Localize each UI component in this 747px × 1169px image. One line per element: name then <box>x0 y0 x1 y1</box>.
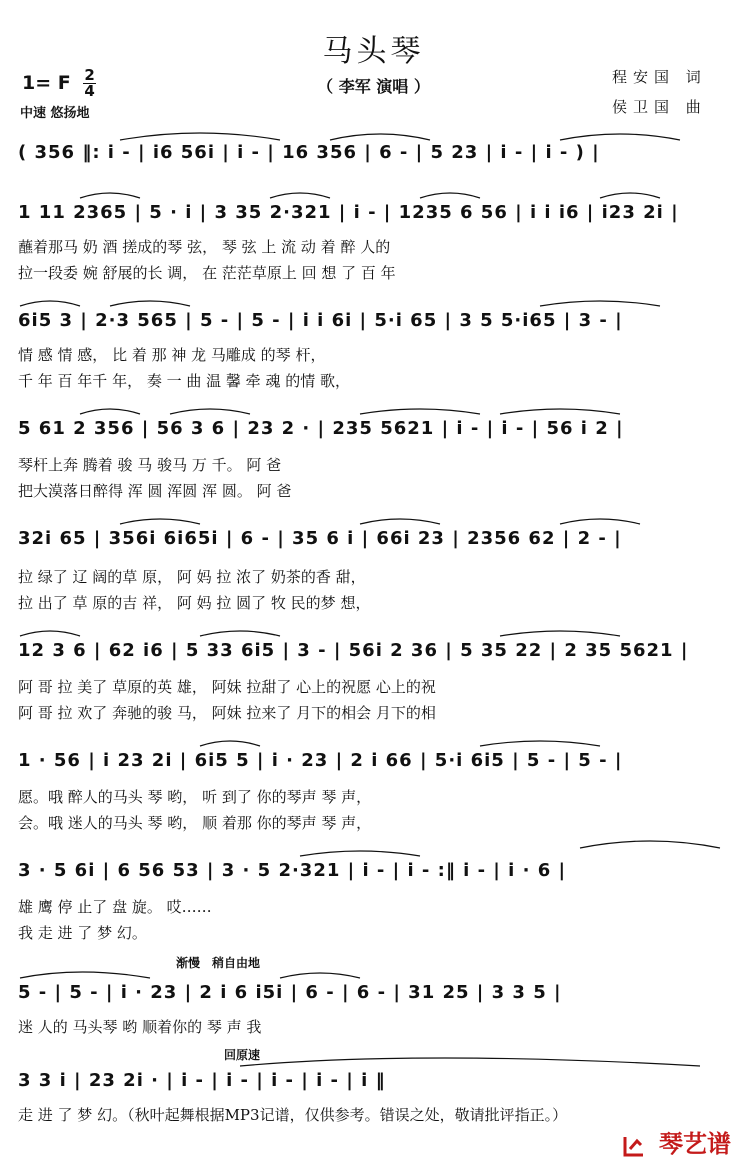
slur-arc <box>560 519 640 524</box>
slur-arc <box>270 193 330 198</box>
slur-arc <box>110 301 190 306</box>
composer-credit: 侯卫国 曲 <box>612 98 707 116</box>
lyric-line-10: 走 进 了 梦 幻。（秋叶起舞根据MP3记谱，仅供参考。错误之处，敬请批评指正。） <box>18 1106 568 1124</box>
notation-line-3: 6i5 3 | 2·3 565 | 5 - | 5 - | i i 6i | 5·i 65 | 3 5 5·i65 | 3 - | <box>18 310 623 331</box>
lyric-line-3a: 情 感 情 感， 比 着 那 神 龙 马雕成 的琴 杆， <box>18 346 326 364</box>
lyric-line-7b: 会。哦 迷人的马头 琴 哟， 顺 着那 你的琴声 琴 声， <box>18 814 372 832</box>
lyric-line-2a: 蘸着那马 奶 酒 搓成的琴 弦， 琴 弦 上 流 动 着 醉 人的 <box>18 238 391 256</box>
slur-arc <box>240 1058 700 1066</box>
lyric-line-5a: 拉 绿了 辽 阔的草 原， 阿 妈 拉 浓了 奶茶的香 甜， <box>18 568 366 586</box>
slur-arc <box>20 301 80 306</box>
slur-arc <box>500 631 620 636</box>
lyric-line-8a: 雄 鹰 停 止了 盘 旋。 哎…… <box>18 898 212 916</box>
lyric-line-6b: 阿 哥 拉 欢了 奔驰的骏 马， 阿妹 拉来了 月下的相会 月下的相 <box>18 704 436 722</box>
notation-line-2: 1 11 2365 | 5 · i | 3 35 2·321 | i - | 1235 6 56 | i i i6 | i23 2i | <box>18 202 679 223</box>
slur-arc <box>600 193 660 198</box>
lyric-line-4a: 琴杆上奔 腾着 骏 马 骏马 万 千。 阿 爸 <box>18 456 282 474</box>
slur-arc <box>420 193 480 198</box>
slur-arc <box>360 409 480 414</box>
notation-line-6: 12 3 6 | 62 i6 | 5 33 6i5 | 3 - | 56i 2 36 | 5 35 22 | 2 35 5621 | <box>18 640 689 661</box>
key-signature <box>22 68 96 99</box>
slur-arc <box>120 519 200 524</box>
lyric-line-2b: 拉一段委 婉 舒展的长 调， 在 茫茫草原上 回 想 了 百 年 <box>18 264 396 282</box>
lyricist-credit: 程安国 词 <box>612 68 707 86</box>
watermark-logo <box>621 1124 731 1159</box>
tempo-mark-rit: 渐慢 <box>176 956 201 970</box>
lyric-line-5b: 拉 出了 草 原的吉 祥， 阿 妈 拉 圆了 牧 民的梦 想， <box>18 594 371 612</box>
lyric-line-8b: 我 走 进 了 梦 幻。 <box>18 924 147 942</box>
time-signature <box>83 68 95 99</box>
lyric-line-9: 迷 人的 马头琴 哟 顺着你的 琴 声 我 <box>18 1018 262 1036</box>
slur-arc <box>20 631 80 636</box>
lyric-line-7a: 愿。哦 醉人的马头 琴 哟， 听 到了 你的琴声 琴 声， <box>18 788 372 806</box>
notation-line-10: 3 3 i | 23 2i · | i - | i - | i - | i - | i ‖ <box>18 1070 386 1091</box>
slur-arc <box>560 134 680 140</box>
slur-arc <box>170 409 250 414</box>
key-label: 1= F <box>22 72 71 94</box>
slur-arc <box>20 972 150 978</box>
notation-line-1: ( 356 ‖: i - | i6 56i | i - | 16 356 | 6 - | 5 23 | i - | i - ) | <box>18 142 600 163</box>
notation-line-9: 5 - | 5 - | i · 23 | 2 i 6 i5i | 6 - | 6 - | 31 25 | 3 3 5 | <box>18 982 562 1003</box>
music-logo-icon <box>621 1133 647 1159</box>
lyric-line-4b: 把大漠落日醉得 浑 圆 浑圆 浑 圆。 阿 爸 <box>18 482 292 500</box>
lyric-line-3b: 千 年 百 年千 年， 奏 一 曲 温 馨 牵 魂 的情 歌， <box>18 372 350 390</box>
notation-line-7: 1 · 56 | i 23 2i | 6i5 5 | i · 23 | 2 i 66 | 5·i 6i5 | 5 - | 5 - | <box>18 750 623 771</box>
notation-line-4: 5 61 2 356 | 56 3 6 | 23 2 · | 235 5621 | i - | i - | 56 i 2 | <box>18 418 624 439</box>
slur-arc <box>330 134 430 140</box>
slur-arc <box>360 519 440 524</box>
notation-line-8: 3 · 5 6i | 6 56 53 | 3 · 5 2·321 | i - | i - :‖ i - | i · 6 | <box>18 860 567 881</box>
slur-arc <box>120 133 280 140</box>
slur-arc <box>200 741 260 746</box>
slur-arc <box>580 841 720 848</box>
slur-arc <box>200 631 280 636</box>
lyric-line-6a: 阿 哥 拉 美了 草原的英 雄， 阿妹 拉甜了 心上的祝愿 心上的祝 <box>18 678 436 696</box>
notation-line-5: 32i 65 | 356i 6i65i | 6 - | 35 6 i | 66i 23 | 2356 62 | 2 - | <box>18 528 622 549</box>
time-signature-bottom: 4 <box>84 82 95 100</box>
slur-arc <box>480 741 600 746</box>
tempo-mark-a-tempo: 回原速 <box>224 1048 261 1062</box>
slur-arc <box>80 193 140 198</box>
singer-credit: （ 李军 演唱 ） <box>317 77 430 96</box>
watermark-text: 琴艺谱 <box>659 1129 731 1158</box>
slur-arc <box>500 409 620 414</box>
slur-arc <box>540 301 660 306</box>
slur-arc <box>300 851 420 856</box>
tempo-mark-ad-lib: 稍自由地 <box>212 956 261 970</box>
slur-arc <box>80 409 140 414</box>
time-signature-top: 2 <box>84 66 95 84</box>
song-title: 马头琴 <box>322 34 425 69</box>
slur-arc <box>280 973 360 978</box>
tempo-marking: 中速 悠扬地 <box>20 106 90 121</box>
